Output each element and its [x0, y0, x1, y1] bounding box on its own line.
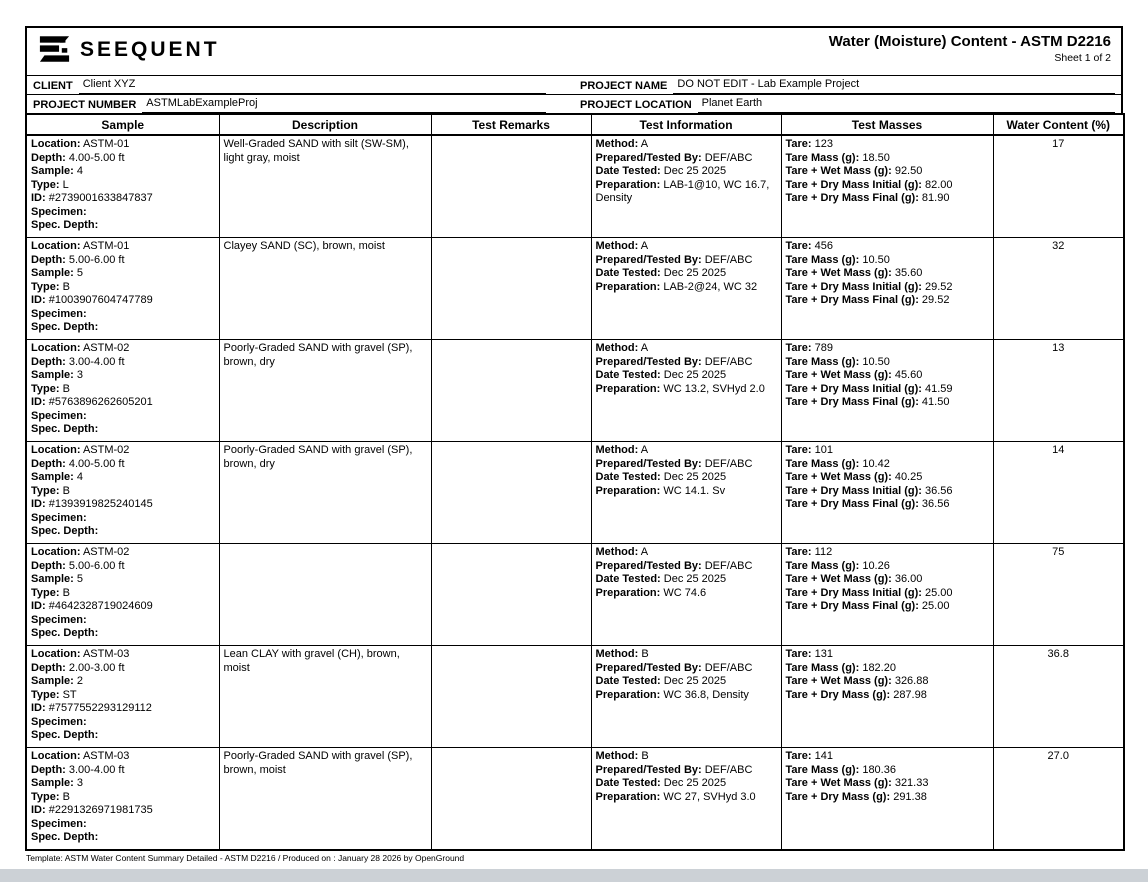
test-remarks-cell	[431, 748, 591, 851]
field-line: Tare: 112	[785, 546, 833, 558]
field-line: Location: ASTM-01	[31, 138, 130, 150]
field-line: Method: A	[595, 546, 649, 558]
table-row	[26, 135, 1124, 238]
field-line: Tare + Dry Mass Final (g): 36.56	[785, 498, 950, 510]
field-line: Tare + Dry Mass Final (g): 41.50	[785, 396, 950, 408]
client-field	[27, 76, 574, 94]
field-line: Tare: 101	[785, 444, 834, 456]
client-value: Client XYZ	[79, 76, 546, 94]
field-line: Prepared/Tested By: DEF/ABC	[595, 457, 753, 470]
field-line: Tare + Dry Mass Final (g): 29.52	[785, 294, 950, 306]
field-line: Sample: 2	[31, 675, 83, 687]
project-location-field	[574, 95, 1121, 113]
field-line: Method: B	[595, 750, 649, 762]
report-title: Water (Moisture) Content - ASTM D2216	[828, 33, 1111, 50]
field-line: Tare + Wet Mass (g): 35.60	[785, 267, 923, 279]
test-masses-cell	[781, 442, 993, 544]
header-field-row-1	[27, 75, 1121, 94]
field-line: Tare + Dry Mass Initial (g): 36.56	[785, 484, 953, 497]
description-cell: Poorly-Graded SAND with gravel (SP), brown, moist	[219, 748, 431, 851]
brand-wordmark: SEEQUENT	[80, 37, 220, 61]
water-content-cell: 75	[993, 544, 1124, 646]
field-line: Tare + Dry Mass Initial (g): 82.00	[785, 178, 953, 191]
field-line: Spec. Depth:	[31, 321, 99, 333]
field-line: Depth: 5.00-6.00 ft	[31, 253, 125, 266]
project-number-field	[27, 95, 574, 113]
col-header-test-remarks: Test Remarks	[431, 114, 591, 135]
field-line: Method: A	[595, 240, 649, 252]
table-row	[26, 442, 1124, 544]
field-line: Depth: 3.00-4.00 ft	[31, 355, 125, 368]
field-line: Tare Mass (g): 10.50	[785, 355, 890, 368]
field-line: Specimen:	[31, 817, 87, 830]
sample-cell	[26, 544, 219, 646]
field-line: Tare Mass (g): 10.26	[785, 559, 890, 572]
field-line: Prepared/Tested By: DEF/ABC	[595, 763, 753, 776]
test-masses-cell	[781, 748, 993, 851]
test-masses-cell	[781, 135, 993, 238]
field-line: Location: ASTM-03	[31, 648, 130, 660]
test-remarks-cell	[431, 135, 591, 238]
field-line: Date Tested: Dec 25 2025	[595, 267, 727, 279]
project-number-label: PROJECT NUMBER	[33, 99, 137, 111]
table-row	[26, 748, 1124, 851]
field-line: Specimen:	[31, 205, 87, 218]
field-line: Prepared/Tested By: DEF/ABC	[595, 559, 753, 572]
field-line: Depth: 3.00-4.00 ft	[31, 763, 125, 776]
field-line: Spec. Depth:	[31, 627, 99, 639]
sample-cell	[26, 748, 219, 851]
template-footnote: Template: ASTM Water Content Summary Detailed - ASTM D2216 / Produced on : January 28 2026 by OpenGround	[26, 853, 465, 863]
water-content-cell: 36.8	[993, 646, 1124, 748]
field-line: Date Tested: Dec 25 2025	[595, 573, 727, 585]
water-content-table	[25, 113, 1125, 851]
field-line: Preparation: LAB-1@10, WC 16.7, Density	[595, 178, 770, 204]
report-header-top	[27, 28, 1121, 75]
field-line: Location: ASTM-01	[31, 240, 130, 252]
field-line: Tare + Dry Mass (g): 291.38	[785, 790, 927, 803]
field-line: Tare + Dry Mass Initial (g): 41.59	[785, 382, 953, 395]
table-row	[26, 646, 1124, 748]
col-header-water-content: Water Content (%)	[993, 114, 1124, 135]
viewer-bottom-band	[0, 869, 1148, 882]
field-line: Location: ASTM-02	[31, 444, 130, 456]
project-name-field	[574, 76, 1121, 94]
field-line: Date Tested: Dec 25 2025	[595, 777, 727, 789]
description-cell: Lean CLAY with gravel (CH), brown, moist	[219, 646, 431, 748]
field-line: ID: #4642328719024609	[31, 600, 153, 612]
test-masses-cell	[781, 340, 993, 442]
report-table-body	[26, 135, 1124, 850]
water-content-cell: 17	[993, 135, 1124, 238]
field-line: Location: ASTM-03	[31, 750, 130, 762]
field-line: Date Tested: Dec 25 2025	[595, 471, 727, 483]
test-information-cell	[591, 442, 781, 544]
field-line: Tare Mass (g): 18.50	[785, 151, 890, 164]
field-line: Depth: 5.00-6.00 ft	[31, 559, 125, 572]
field-line: Preparation: LAB-2@24, WC 32	[595, 280, 758, 293]
water-content-cell: 13	[993, 340, 1124, 442]
field-line: Prepared/Tested By: DEF/ABC	[595, 355, 753, 368]
field-line: Specimen:	[31, 511, 87, 524]
field-line: Sample: 4	[31, 471, 83, 483]
test-information-cell	[591, 748, 781, 851]
test-remarks-cell	[431, 238, 591, 340]
field-line: Sample: 3	[31, 369, 83, 381]
field-line: Type: B	[31, 586, 70, 599]
header-field-row-2	[27, 94, 1121, 113]
test-remarks-cell	[431, 442, 591, 544]
field-line: ID: #2739001633847837	[31, 192, 153, 204]
field-line: Tare + Wet Mass (g): 321.33	[785, 777, 929, 789]
table-row	[26, 238, 1124, 340]
test-remarks-cell	[431, 646, 591, 748]
field-line: Type: B	[31, 790, 70, 803]
field-line: Specimen:	[31, 409, 87, 422]
field-line: Location: ASTM-02	[31, 342, 130, 354]
test-information-cell	[591, 340, 781, 442]
field-line: Depth: 4.00-5.00 ft	[31, 151, 125, 164]
project-location-value: Planet Earth	[698, 95, 1115, 113]
field-line: ID: #7577552293129112	[31, 702, 152, 714]
test-remarks-cell	[431, 544, 591, 646]
water-content-cell: 14	[993, 442, 1124, 544]
report-title-block	[829, 33, 1113, 65]
field-line: Sample: 4	[31, 165, 83, 177]
field-line: Date Tested: Dec 25 2025	[595, 675, 727, 687]
field-line: Spec. Depth:	[31, 729, 99, 741]
seequent-s-icon	[39, 35, 70, 64]
field-line: ID: #1393919825240145	[31, 498, 153, 510]
field-line: Tare + Wet Mass (g): 45.60	[785, 369, 923, 381]
test-information-cell	[591, 544, 781, 646]
field-line: Tare + Wet Mass (g): 92.50	[785, 165, 923, 177]
test-masses-cell	[781, 238, 993, 340]
test-remarks-cell	[431, 340, 591, 442]
table-header-row	[26, 114, 1124, 135]
sample-cell	[26, 238, 219, 340]
description-cell: Well-Graded SAND with silt (SW-SM), light gray, moist	[219, 135, 431, 238]
field-line: Preparation: WC 36.8, Density	[595, 688, 749, 701]
project-number-value: ASTMLabExampleProj	[142, 95, 546, 113]
field-line: Type: B	[31, 484, 70, 497]
field-line: Preparation: WC 74.6	[595, 586, 707, 599]
field-line: Type: B	[31, 382, 70, 395]
sample-cell	[26, 442, 219, 544]
field-line: Prepared/Tested By: DEF/ABC	[595, 661, 753, 674]
field-line: ID: #5763896262605201	[31, 396, 153, 408]
field-line: Date Tested: Dec 25 2025	[595, 369, 727, 381]
field-line: Tare + Dry Mass (g): 287.98	[785, 688, 927, 701]
field-line: Date Tested: Dec 25 2025	[595, 165, 727, 177]
field-line: Spec. Depth:	[31, 831, 99, 843]
field-line: Tare + Wet Mass (g): 40.25	[785, 471, 923, 483]
description-cell: Poorly-Graded SAND with gravel (SP), brown, dry	[219, 442, 431, 544]
project-name-label: PROJECT NAME	[580, 80, 668, 92]
field-line: Tare + Wet Mass (g): 326.88	[785, 675, 929, 687]
col-header-description: Description	[219, 114, 431, 135]
field-line: Tare: 141	[785, 750, 834, 762]
field-line: Specimen:	[31, 613, 87, 626]
field-line: Depth: 2.00-3.00 ft	[31, 661, 125, 674]
field-line: Preparation: WC 14.1. Sv	[595, 484, 726, 497]
sample-cell	[26, 646, 219, 748]
project-location-label: PROJECT LOCATION	[580, 99, 692, 111]
field-line: Tare Mass (g): 182.20	[785, 661, 896, 674]
field-line: Spec. Depth:	[31, 219, 99, 231]
test-information-cell	[591, 646, 781, 748]
field-line: Prepared/Tested By: DEF/ABC	[595, 151, 753, 164]
field-line: Tare + Wet Mass (g): 36.00	[785, 573, 923, 585]
field-line: Tare + Dry Mass Initial (g): 25.00	[785, 586, 953, 599]
field-line: Spec. Depth:	[31, 423, 99, 435]
sheet-number: Sheet 1 of 2	[1054, 52, 1111, 64]
field-line: Specimen:	[31, 307, 87, 320]
field-line: ID: #2291326971981735	[31, 804, 153, 816]
test-information-cell	[591, 238, 781, 340]
test-information-cell	[591, 135, 781, 238]
field-line: Tare Mass (g): 10.50	[785, 253, 890, 266]
test-masses-cell	[781, 646, 993, 748]
field-line: Method: A	[595, 444, 649, 456]
description-cell: Poorly-Graded SAND with gravel (SP), brown, dry	[219, 340, 431, 442]
description-cell: Clayey SAND (SC), brown, moist	[219, 238, 431, 340]
field-line: Depth: 4.00-5.00 ft	[31, 457, 125, 470]
col-header-test-information: Test Information	[591, 114, 781, 135]
table-row	[26, 340, 1124, 442]
field-line: Preparation: WC 13.2, SVHyd 2.0	[595, 382, 765, 395]
water-content-cell: 32	[993, 238, 1124, 340]
water-content-cell: 27.0	[993, 748, 1124, 851]
field-line: Tare Mass (g): 10.42	[785, 457, 890, 470]
field-line: Tare Mass (g): 180.36	[785, 763, 896, 776]
field-line: Method: A	[595, 138, 649, 150]
report-page	[25, 26, 1123, 863]
field-line: Tare: 789	[785, 342, 834, 354]
col-header-test-masses: Test Masses	[781, 114, 993, 135]
description-cell	[219, 544, 431, 646]
field-line: Tare: 131	[785, 648, 834, 660]
field-line: Tare + Dry Mass Final (g): 81.90	[785, 192, 950, 204]
field-line: Tare: 123	[785, 138, 834, 150]
field-line: Location: ASTM-02	[31, 546, 130, 558]
field-line: Tare: 456	[785, 240, 834, 252]
field-line: Type: B	[31, 280, 70, 293]
field-line: Method: A	[595, 342, 649, 354]
field-line: Type: ST	[31, 688, 77, 701]
field-line: Tare + Dry Mass Initial (g): 29.52	[785, 280, 953, 293]
sample-cell	[26, 135, 219, 238]
col-header-sample: Sample	[26, 114, 219, 135]
field-line: Sample: 5	[31, 573, 83, 585]
table-row	[26, 544, 1124, 646]
seequent-logo	[35, 33, 220, 64]
field-line: Spec. Depth:	[31, 525, 99, 537]
field-line: Preparation: WC 27, SVHyd 3.0	[595, 790, 756, 803]
field-line: Sample: 5	[31, 267, 83, 279]
field-line: Method: B	[595, 648, 649, 660]
field-line: Type: L	[31, 178, 69, 191]
project-name-value: DO NOT EDIT - Lab Example Project	[673, 76, 1115, 94]
client-label: CLIENT	[33, 80, 73, 92]
field-line: Sample: 3	[31, 777, 83, 789]
field-line: Prepared/Tested By: DEF/ABC	[595, 253, 753, 266]
sample-cell	[26, 340, 219, 442]
field-line: Tare + Dry Mass Final (g): 25.00	[785, 600, 950, 612]
field-line: ID: #1003907604747789	[31, 294, 153, 306]
test-masses-cell	[781, 544, 993, 646]
field-line: Specimen:	[31, 715, 87, 728]
report-header	[25, 26, 1123, 113]
